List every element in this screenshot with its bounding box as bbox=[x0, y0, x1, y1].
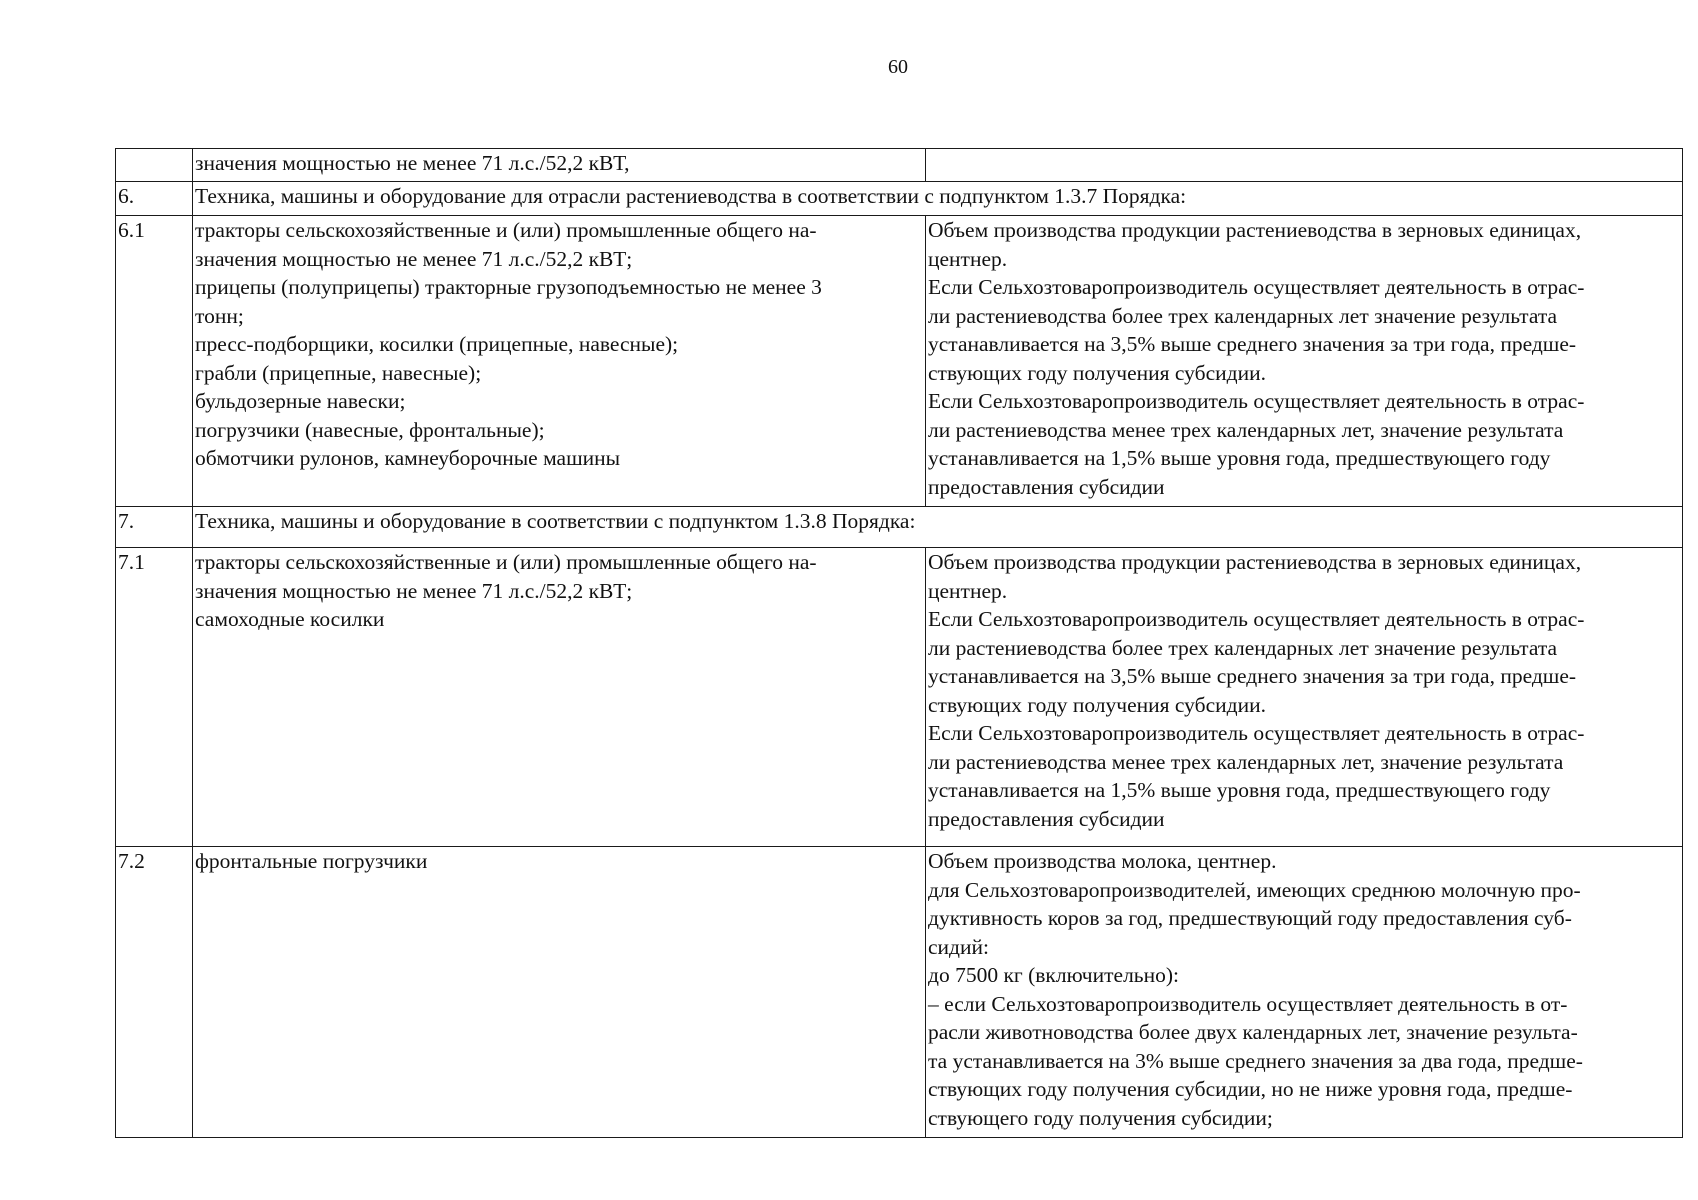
table-row bbox=[116, 216, 1683, 507]
section-heading: Техника, машины и оборудование для отрасли растениеводства в соответствии с подпунктом 1.3.7 Порядка: bbox=[195, 184, 1187, 208]
result-cell bbox=[926, 548, 1683, 847]
result-line: ствующих году получения субсидии, но не ниже уровня года, предше- bbox=[928, 1077, 1573, 1101]
row-number-cell: 7.2 bbox=[116, 847, 193, 1138]
row-number-cell: 6. bbox=[116, 182, 193, 216]
row-number-cell: 7.1 bbox=[116, 548, 193, 847]
section-heading: Техника, машины и оборудование в соответствии с подпунктом 1.3.8 Порядка: bbox=[195, 509, 916, 533]
section-heading-cell bbox=[193, 507, 1683, 548]
result-line: Если Сельхозтоваропроизводитель осуществляет деятельность в отрас- bbox=[928, 607, 1585, 631]
equipment-line: тонн; bbox=[195, 303, 244, 328]
row-number-cell: 6.1 bbox=[116, 216, 193, 507]
result-line: ствующих году получения субсидии. bbox=[928, 360, 1266, 385]
result-line: предоставления субсидии bbox=[928, 474, 1165, 499]
result-line: ствующих году получения субсидии. bbox=[928, 692, 1266, 717]
equipment-line: значения мощностью не менее 71 л.с./52,2 кВТ, bbox=[195, 151, 630, 175]
result-line: Если Сельхозтоваропроизводитель осуществляет деятельность в отрас- bbox=[928, 275, 1585, 299]
document-table bbox=[115, 148, 1683, 1138]
result-line: центнер. bbox=[928, 578, 1008, 603]
equipment-line: тракторы сельскохозяйственные и (или) промышленные общего на- bbox=[195, 218, 817, 242]
table-row bbox=[116, 548, 1683, 847]
equipment-line: прицепы (полуприцепы) тракторные грузоподъемностью не менее 3 bbox=[195, 275, 822, 299]
result-line: Объем производства молока, центнер. bbox=[928, 849, 1277, 873]
equipment-line: самоходные косилки bbox=[195, 607, 385, 631]
page-number: 60 bbox=[888, 56, 908, 78]
result-cell bbox=[926, 847, 1683, 1138]
result-line: – если Сельхозтоваропроизводитель осуществляет деятельность в от- bbox=[928, 991, 1568, 1016]
table-row bbox=[116, 847, 1683, 1138]
result-cell bbox=[926, 216, 1683, 507]
result-line: устанавливается на 3,5% выше среднего значения за три года, предше- bbox=[928, 332, 1577, 356]
equipment-line: обмотчики рулонов, камнеуборочные машины bbox=[195, 446, 621, 470]
result-line: ли растениеводства менее трех календарных лет, значение результата bbox=[928, 417, 1564, 442]
equipment-cell bbox=[193, 149, 926, 182]
result-line: расли животноводства более двух календарных лет, значение результа- bbox=[928, 1020, 1578, 1044]
result-line: Если Сельхозтоваропроизводитель осуществляет деятельность в отрас- bbox=[928, 721, 1585, 745]
equipment-line: тракторы сельскохозяйственные и (или) промышленные общего на- bbox=[195, 550, 817, 574]
row-number-cell: 7. bbox=[116, 507, 193, 548]
equipment-line: бульдозерные навески; bbox=[195, 389, 406, 413]
equipment-line: погрузчики (навесные, фронтальные); bbox=[195, 417, 545, 442]
result-line: устанавливается на 1,5% выше уровня года, предшествующего году bbox=[928, 778, 1551, 802]
row-number-cell bbox=[116, 149, 193, 182]
equipment-cell bbox=[193, 847, 926, 1138]
result-cell bbox=[926, 149, 1683, 182]
result-line: Если Сельхозтоваропроизводитель осуществляет деятельность в отрас- bbox=[928, 389, 1585, 413]
result-line: устанавливается на 3,5% выше среднего значения за три года, предше- bbox=[928, 664, 1577, 688]
section-heading-cell bbox=[193, 182, 1683, 216]
equipment-cell bbox=[193, 548, 926, 847]
section-heading-row bbox=[116, 182, 1683, 216]
table-row bbox=[116, 149, 1683, 182]
result-line: ствующего году получения субсидии; bbox=[928, 1105, 1273, 1130]
section-heading-row bbox=[116, 507, 1683, 548]
result-line: предоставления субсидии bbox=[928, 806, 1165, 831]
equipment-line: фронтальные погрузчики bbox=[195, 849, 428, 873]
result-line: ли растениеводства более трех календарных лет значение результата bbox=[928, 303, 1558, 328]
result-line: устанавливается на 1,5% выше уровня года, предшествующего году bbox=[928, 446, 1551, 470]
equipment-line: значения мощностью не менее 71 л.с./52,2 кВТ; bbox=[195, 578, 633, 603]
equipment-line: грабли (прицепные, навесные); bbox=[195, 360, 482, 385]
result-line: для Сельхозтоваропроизводителей, имеющих среднюю молочную про- bbox=[928, 877, 1581, 902]
result-line: ли растениеводства менее трех календарных лет, значение результата bbox=[928, 749, 1564, 774]
equipment-line: значения мощностью не менее 71 л.с./52,2 кВТ; bbox=[195, 246, 633, 271]
result-line: Объем производства продукции растениеводства в зерновых единицах, bbox=[928, 550, 1582, 574]
result-line: Объем производства продукции растениеводства в зерновых единицах, bbox=[928, 218, 1582, 242]
result-line: та устанавливается на 3% выше среднего значения за два года, предше- bbox=[928, 1048, 1583, 1073]
equipment-cell bbox=[193, 216, 926, 507]
result-line: сидий: bbox=[928, 934, 989, 959]
result-line: центнер. bbox=[928, 246, 1008, 271]
result-line: дуктивность коров за год, предшествующий году предоставления суб- bbox=[928, 906, 1572, 930]
result-line: ли растениеводства более трех календарных лет значение результата bbox=[928, 635, 1558, 660]
result-line: до 7500 кг (включительно): bbox=[928, 963, 1179, 987]
equipment-line: пресс-подборщики, косилки (прицепные, навесные); bbox=[195, 332, 679, 356]
